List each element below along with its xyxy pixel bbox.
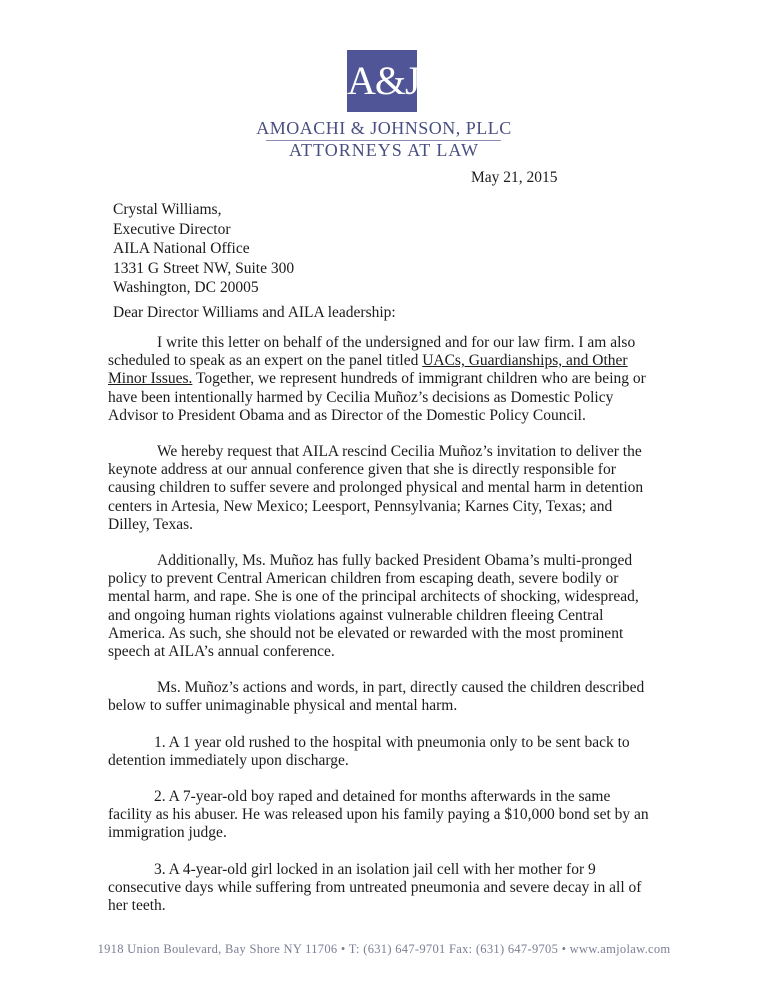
firm-logo xyxy=(347,50,420,112)
recipient-street: 1331 G Street NW, Suite 300 xyxy=(113,259,295,277)
letter-date: May 21, 2015 xyxy=(471,169,558,186)
paragraph-1-text-a: I write this letter on behalf of the undersigned and for our law firm. I am also scheduled to speak as an expert on the panel titled xyxy=(108,334,636,370)
paragraph-1-text-b: Together, we represent hundreds of immigrant children who are being or have been intentionally harmed by Cecilia Muñoz’s decisions as Domestic Policy Advisor to President Obama and as Director of the Domestic Policy Council. xyxy=(108,370,646,424)
list-item-3: 3. A 4-year-old girl locked in an isolation jail cell with her mother for 9 consecutive days while suffering from untreated pneumonia and severe decay in all of her teeth. xyxy=(108,860,642,915)
letter-body xyxy=(108,334,656,933)
firm-subtitle: ATTORNEYS AT LAW xyxy=(289,140,479,160)
paragraph-2: We hereby request that AILA rescind Cecilia Muñoz’s invitation to deliver the keynote address at our annual conference given that she is directly responsible for causing children to suffer severe and prolonged physical and mental harm in detention centers in Artesia, New Mexico; Leesport, Pennsylvania; Karnes City, Texas; and Dilley, Texas. xyxy=(108,443,644,533)
paragraph-1 xyxy=(108,334,656,425)
list-item-2: 2. A 7-year-old boy raped and detained for months afterwards in the same facility as his abuser. He was released upon his family paying a $10,000 bond set by an immigration judge. xyxy=(108,788,649,842)
recipient-address xyxy=(113,200,294,298)
panel-title: UACs, Guardianships, and Other Minor Issues. xyxy=(108,352,628,388)
recipient-office: AILA National Office xyxy=(113,240,250,258)
logo-monogram: A&J xyxy=(347,58,420,103)
recipient-city: Washington, DC 20005 xyxy=(113,279,259,297)
recipient-title: Executive Director xyxy=(113,220,231,238)
firm-name: AMOACHI & JOHNSON, PLLC xyxy=(256,118,512,138)
paragraph-3: Additionally, Ms. Muñoz has fully backed President Obama’s multi-pronged policy to prevent Central American children from escaping death, severe bodily or mental harm, and rape. She is one of the principal architects of shocking, widespread, and ongoing human rights violations against vulnerable children fleeing Central America. As such, she should not be elevated or rewarded with the most prominent speech at AILA’s annual conference. xyxy=(108,552,639,661)
list-item-1: 1. A 1 year old rushed to the hospital with pneumonia only to be sent back to detention immediately upon discharge. xyxy=(108,733,630,769)
salutation: Dear Director Williams and AILA leadership: xyxy=(113,304,396,321)
letterhead-footer: 1918 Union Boulevard, Bay Shore NY 11706 • T: (631) 647-9701 Fax: (631) 647-9705 • www.amjolaw.com xyxy=(97,942,671,956)
recipient-name: Crystal Williams, xyxy=(113,201,222,218)
paragraph-4: Ms. Muñoz’s actions and words, in part, directly caused the children described below to suffer unimaginable physical and mental harm. xyxy=(108,679,645,715)
